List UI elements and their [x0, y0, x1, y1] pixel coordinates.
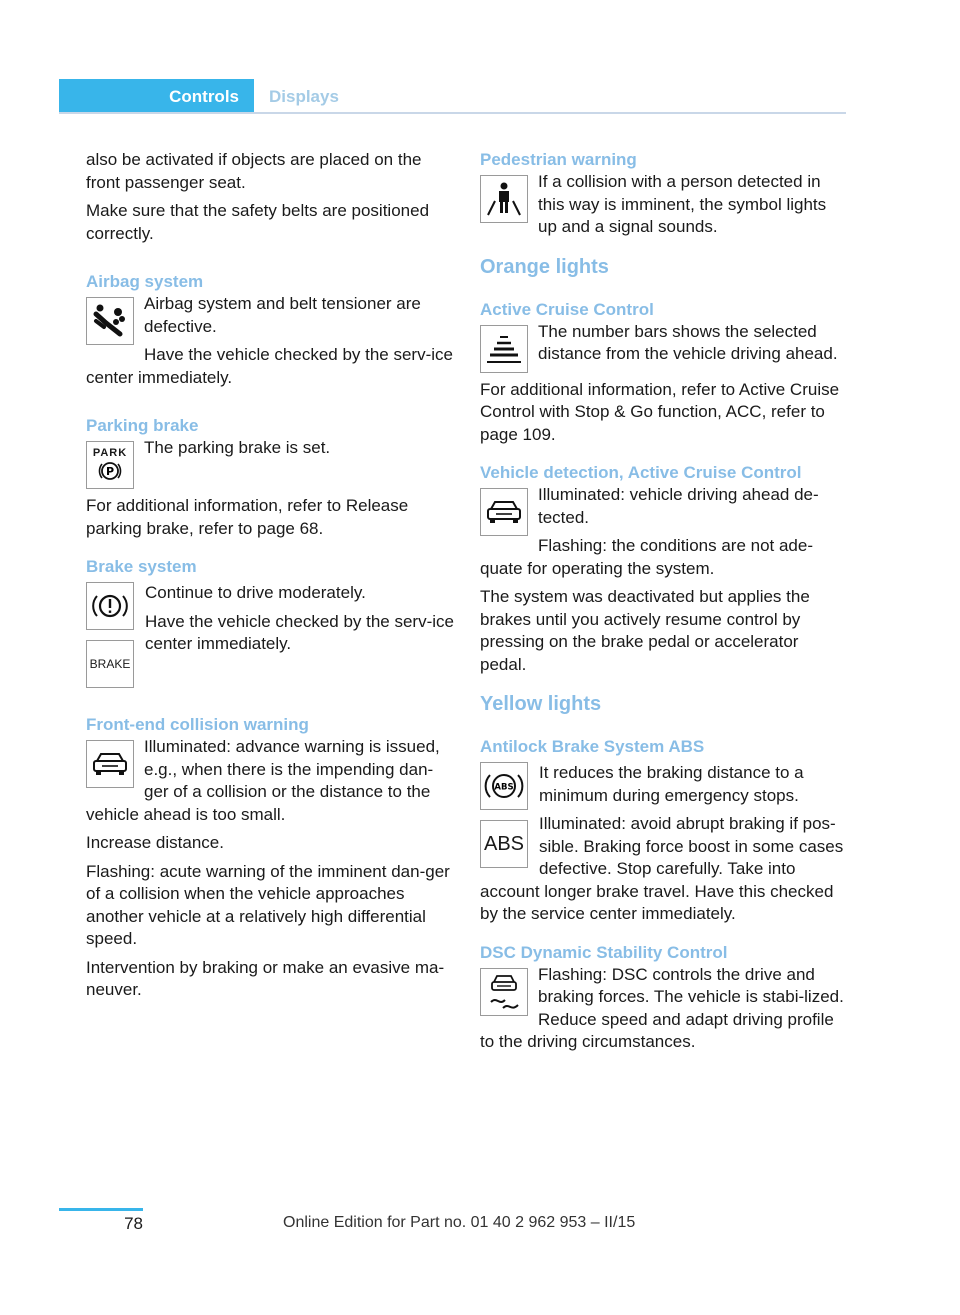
airbag-warning-icon	[86, 297, 134, 345]
airbag-text: Airbag system and belt tensioner are defective.	[144, 294, 421, 336]
brake-text: Have the vehicle checked by the serv‐ice center immediately.	[145, 611, 454, 653]
pedestrian-text: If a collision with a person detected in this way is imminent, the symbol lights up and a signal sounds.	[538, 172, 827, 236]
brake-text-icon	[86, 640, 134, 688]
section-heading-abs: Antilock Brake System ABS	[480, 737, 705, 756]
section-heading-dsc: DSC Dynamic Stability Control	[480, 942, 728, 962]
brake-label: BRAKE	[89, 656, 131, 671]
section-heading-vehicle-detection: Vehicle detection, Active Cruise Control	[480, 463, 802, 482]
front-end-collision-text: Increase distance.	[86, 833, 224, 852]
abs-text: It reduces the braking distance to a minimum during emergency stops.	[539, 763, 804, 805]
front-end-collision-text: Flashing: acute warning of the imminent dan‐ger of a collision when the vehicle approaches another vehicle at a relatively high differential speed.	[86, 861, 450, 948]
acc-reference: For additional information, refer to Active Cruise Control with Stop & Go function, ACC, refer to page 109.	[480, 379, 840, 444]
tab-displays[interactable]: Displays	[269, 87, 339, 106]
section-heading-acc: Active Cruise Control	[480, 299, 654, 319]
section-heading-airbag: Airbag system	[86, 272, 204, 291]
dsc-text: Flashing: DSC controls the drive and braking forces. The vehicle is stabi‐lized. Reduce speed and adapt driving profile to the driving circumstances.	[480, 964, 844, 1051]
section-heading-brake-system: Brake system	[86, 557, 197, 576]
park-label: PARK	[92, 447, 128, 459]
parking-brake-text: The parking brake is set.	[144, 438, 331, 457]
acc-text: The number bars shows the selected distance from the vehicle driving ahead.	[538, 321, 838, 363]
section-heading-front-end-collision: Front-end collision warning	[86, 715, 309, 734]
car-ahead-icon	[86, 740, 134, 788]
edition-footer: Online Edition for Part no. 01 40 2 962 953 – II/15	[283, 1214, 636, 1231]
vehicle-detection-text: The system was deactivated but applies the brakes until you actively resume control by pressing on the brake pedal or accelerator pedal.	[480, 587, 810, 674]
abs-label: ABS	[483, 832, 525, 855]
distance-bars-icon	[480, 325, 528, 373]
abs-text: Illuminated: avoid abrupt braking if pos‐sible. Braking force boost in some cases defective. Stop carefully. Take into account longer brake travel. Have this checked by the service center immediately.	[480, 814, 844, 923]
vehicle-detected-icon	[480, 488, 528, 536]
right-column	[480, 149, 848, 1060]
footer-rule	[59, 1208, 143, 1211]
section-heading-pedestrian: Pedestrian warning	[480, 150, 637, 169]
intro-paragraph: also be activated if objects are placed on the front passenger seat.	[86, 150, 422, 192]
section-title-orange-lights: Orange lights	[480, 255, 609, 278]
airbag-text: Have the vehicle checked by the serv‐ice center immediately.	[86, 345, 453, 387]
brake-text: Continue to drive moderately.	[145, 583, 366, 602]
parking-brake-icon	[86, 441, 134, 489]
pedestrian-warning-icon	[480, 175, 528, 223]
front-end-collision-text: Illuminated: advance warning is issued, e.g., when there is the impending dan‐ger of a collision or the distance to the vehicle ahead is too small.	[86, 737, 440, 824]
section-heading-parking-brake: Parking brake	[86, 416, 199, 435]
brake-warning-icon	[86, 582, 134, 630]
abs-warning-icon	[480, 762, 528, 810]
front-end-collision-text: Intervention by braking or make an evasive ma‐neuver.	[86, 957, 445, 999]
abs-small-label: ABS	[494, 782, 514, 793]
tab-controls[interactable]: Controls	[59, 79, 254, 112]
svg-text:P: P	[105, 465, 115, 478]
vehicle-detection-text: Illuminated: vehicle driving ahead de‐tected.	[538, 485, 819, 527]
parking-brake-reference: For additional information, refer to Release parking brake, refer to page 68.	[86, 496, 409, 538]
dsc-skid-icon	[480, 968, 528, 1016]
intro-paragraph: Make sure that the safety belts are positioned correctly.	[86, 201, 430, 243]
abs-text-icon	[480, 820, 528, 868]
page-number: 78	[124, 1214, 143, 1233]
chapter-tab-bar	[59, 79, 846, 114]
section-title-yellow-lights: Yellow lights	[480, 693, 602, 715]
left-column	[86, 149, 454, 1008]
vehicle-detection-text: Flashing: the conditions are not ade‐quate for operating the system.	[480, 536, 814, 578]
